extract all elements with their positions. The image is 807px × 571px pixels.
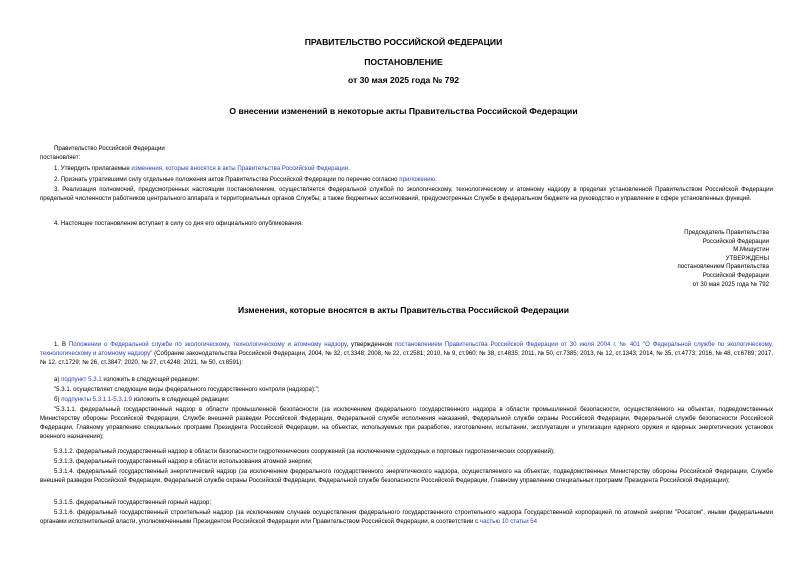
subclause-531-link[interactable]: подпункт 5.3.1 [61,376,102,383]
preamble-line-1: Правительство Российской Федерации [54,145,165,152]
change-b-text: изложить в следующей редакции: [131,396,230,403]
signature-line-2: Российской Федерации [702,237,769,245]
change-1-text: 1. В [54,341,69,348]
change-a [54,376,774,385]
subclauses-5311-5319-link[interactable]: подпункты 5.3.1.1-5.3.1.9 [61,396,132,403]
change-a-text: изложить в следующей редакции: [101,376,200,383]
approved-line-2: постановлением Правительства [677,263,769,271]
item-4: 4. Настоящее постановление вступает в силу со дня его официального опубликования. [54,220,303,227]
item-1-text: 1. Утвердить прилагаемые [54,165,132,172]
page-title: О внесении изменений в некоторые акты Правительства Российской Федерации [229,106,578,116]
item-1-end: . [348,165,350,172]
subclause-5316-text: 5.3.1.6. федеральный государственный строительный надзор (за исключением случаев осуществления федерального государственного строительного надзора Государственной корпорацией по атомной энергии "Росатом", иными федеральными органами исполнительной власти, уполномоченными Президентом Российской Федерации или Правительством Российской Федерации, в соответствии с [40,509,773,525]
subclause-5314: 5.3.1.4. федеральный государственный энергетический надзор (за исключением федерального государственного энергетического надзора, осуществляемого на объектах, подведомственных Министерству обороны Российской Федерации, Службе внешней разведки Российской Федерации, Федеральной службе охраны Российской Федерации, Федеральной службе безопасности Российской Федерации, Главному управлению специальных программ Президента Российской Федерации); [40,468,773,484]
subclause-5313: 5.3.1.3. федеральный государственный надзор в области использования атомной энергии; [54,458,313,465]
quote-531: "5.3.1. осуществляет следующие виды федерального государственного контроля (надзора):"; [54,386,320,393]
date-number-heading: от 30 мая 2025 года № 792 [347,75,460,85]
approved-line-3: Российской Федерации [702,271,769,279]
subclause-5315: 5.3.1.5. федеральный государственный горный надзор; [54,499,212,506]
subclause-5312: 5.3.1.2. федеральный государственный надзор в области безопасности гидротехнических сооружений (за исключением судоходных и портовых гидротехнических сооружений); [54,448,555,455]
change-1 [40,341,773,368]
item-2 [54,176,774,185]
decree-401-link[interactable]: постановлением Правительства Российской Федерации от 30 июля 2004 г. № 401 "О Федеральной службе по экологическому, технологическому и атомному надзору" [40,341,773,357]
changes-link[interactable]: изменения, которые вносятся в акты Правительства Российской Федерации [131,165,349,172]
article-54-link[interactable]: частью 10 статьи 54 [479,517,538,525]
signature-line-1: Председатель Правительства [684,229,769,236]
signature-block [677,229,769,289]
appendix-link[interactable]: приложению [399,176,436,183]
item-2-end: . [435,176,437,183]
change-b [54,396,774,405]
subclause-5316 [40,509,773,527]
item-1 [54,165,774,174]
change-1-text-2: , утвержденном [346,341,395,348]
subclause-5311: "5.3.1.1. федеральный государственный надзор в области промышленной безопасности (за исключением федерального государственного надзора в области промышленной безопасности, осуществляемого на объектах, подведомственных Министерству обороны Российской Федерации, Службе внешней разведки Российской Федерации, Федеральной службе исполнения наказаний, Федеральной службе охраны Российской Федерации, Федеральной службе безопасности Российской Федерации, Главному управлению специальных программ Президента Российской Федерации, на объектах, используемых при разработке, изготовлении, испытании, эксплуатации и утилизации ядерного оружия и ядерных энергетических установок военного назначения); [40,406,773,440]
item-2-text: 2. Признать утратившими силу отдельные положения актов Правительства Российской Федерации по перечню согласно [54,176,400,183]
preamble-line-2: постановляет: [40,154,81,161]
signature-line-3: М.Мишустин [733,246,769,254]
change-1-text-3: (Собрание законодательства Российской Федерации, 2004, № 32, ст.3348; 2008, № 22, ст.2581; 2010, № 9, ст.960; № 38, ст.4835; 2011, № 50, ст.7385; 2013, № 12, ст.1343; 2014, № 35, ст.4773; 2016, № 48, ст.6789; 2017, № 12, ст.1729; № 26, ст.3847; 2020, № 27, ст.4248; 2021, № 50, ст.8591): [40,349,773,366]
change-b-prefix: б) [54,396,62,403]
item-3: 3. Реализация полномочий, предусмотренных настоящим постановлением, осуществляется Федеральной службой по экологическому, технологическому и атомному надзору в пределах установленной Правительством Российской Федерации предельной численности работников центрального аппарата и территориальных органов Службы, а также бюджетных ассигнований, предусмотренных Службе в федеральном бюджете на руководство и управление в сфере установленных функций. [40,186,773,202]
approved-line-1: УТВЕРЖДЕНЫ [725,254,769,262]
government-heading: ПРАВИТЕЛЬСТВО РОССИЙСКОЙ ФЕДЕРАЦИИ [304,37,503,47]
change-a-prefix: а) [54,376,62,383]
doc-type-heading: ПОСТАНОВЛЕНИЕ [364,57,443,67]
changes-title: Изменения, которые вносятся в акты Правительства Российской Федерации [237,305,569,315]
approved-line-4: от 30 мая 2025 года № 792 [692,280,769,288]
regulation-link[interactable]: Положении о Федеральной службе по экологическому, технологическому и атомному надзору [68,341,347,348]
